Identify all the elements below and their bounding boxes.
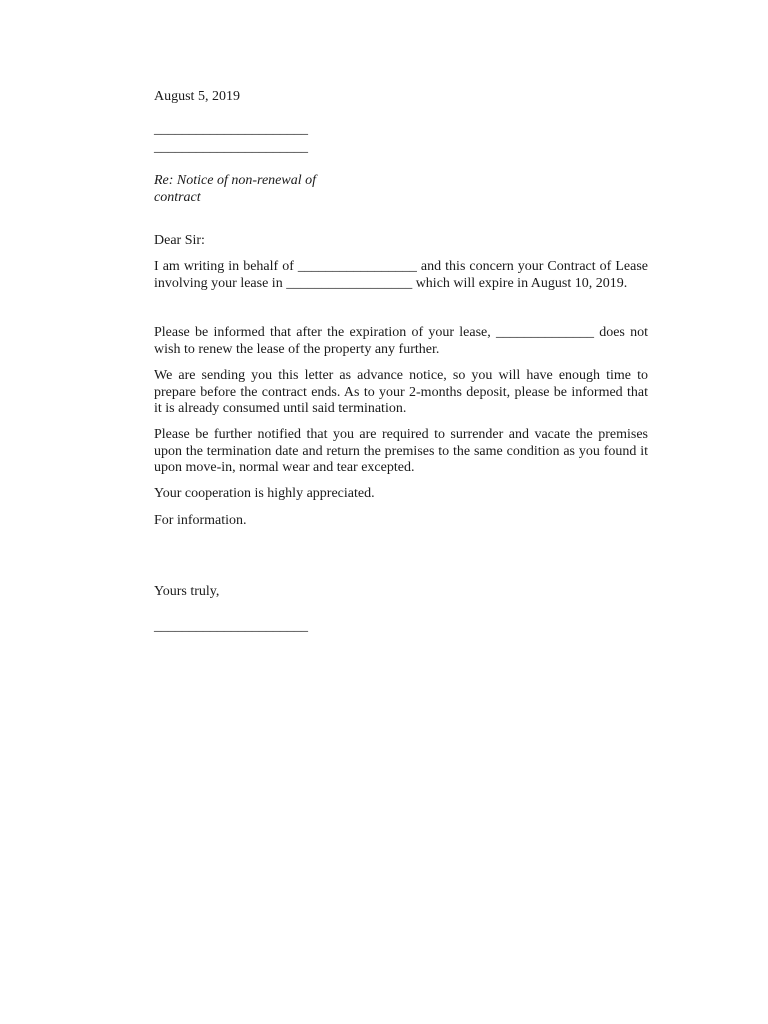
subject-line: Re: Notice of non-renewal of contract — [154, 173, 316, 205]
salutation: Dear Sir: — [154, 233, 205, 248]
body-paragraph-3: We are sending you this letter as advance notice, so you will have enough time to prepare before the contract ends. As to your 2-months deposit, please be informed that it is already consumed until said termination. — [154, 368, 648, 416]
signature-line: ______________________ — [154, 619, 308, 634]
letter-date: August 5, 2019 — [154, 89, 240, 104]
body-paragraph-4: Please be further notified that you are required to surrender and vacate the premises upon the termination date and return the premises to the same condition as you found it upon move-in, normal wear and tear excepted. — [154, 427, 648, 475]
body-paragraph-5: Your cooperation is highly appreciated. — [154, 486, 375, 501]
recipient-address-line-2: ______________________ — [154, 140, 308, 155]
body-paragraph-1: I am writing in behalf of _________________ and this concern your Contract of Lease involving your lease in __________________ which will expire in August 10, 2019. — [154, 259, 648, 291]
recipient-address-line-1: ______________________ — [154, 122, 308, 137]
body-paragraph-2: Please be informed that after the expiration of your lease, ______________ does not wish to renew the lease of the property any further. — [154, 325, 648, 357]
body-paragraph-6: For information. — [154, 513, 247, 528]
closing: Yours truly, — [154, 584, 220, 599]
